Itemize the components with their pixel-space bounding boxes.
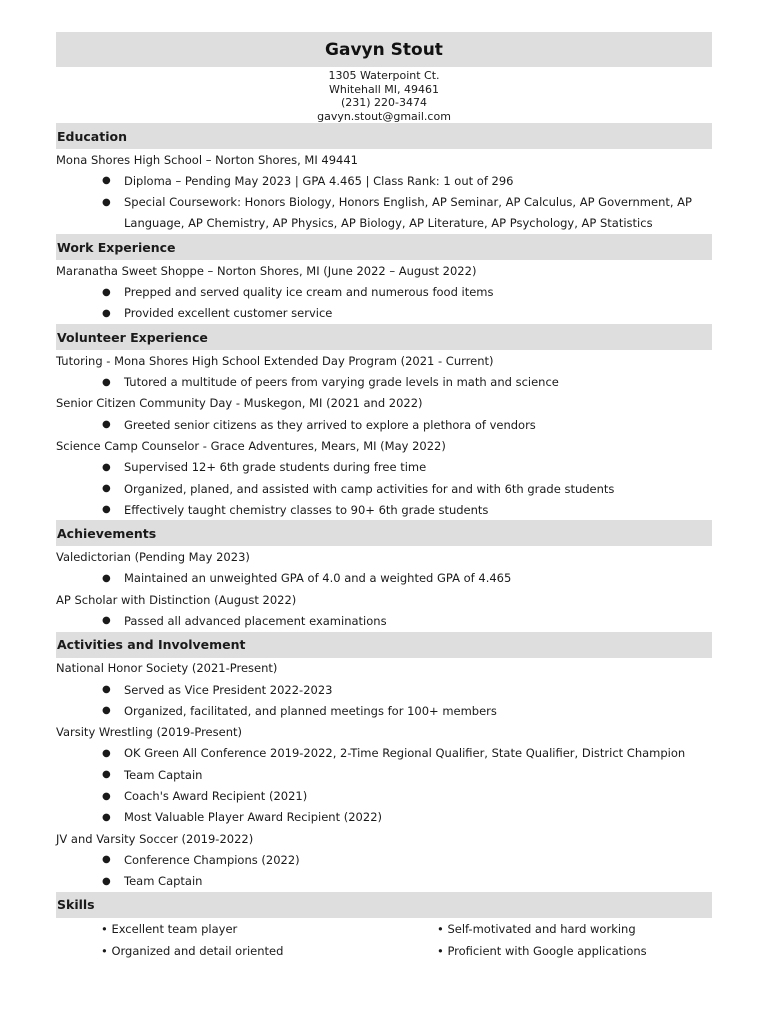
list-item: ● Prepped and served quality ice cream and numerous food items <box>102 285 494 300</box>
bullet-icon: ● <box>102 684 111 696</box>
entry-title: Varsity Wrestling (2019-Present) <box>56 725 242 740</box>
skill-item: • Excellent team player <box>101 921 238 936</box>
section-heading-work: Work Experience <box>56 234 712 260</box>
bullet-icon: ● <box>102 854 111 866</box>
bullet-icon: ● <box>102 376 111 388</box>
bullet-icon: ● <box>102 461 111 473</box>
bullet-icon: ● <box>102 483 111 494</box>
bullet-icon: ● <box>102 286 111 298</box>
list-item: ● Provided excellent customer service <box>102 306 333 321</box>
section-heading-education: Education <box>56 123 712 149</box>
school-line: Mona Shores High School – Norton Shores, MI 49441 <box>56 152 358 167</box>
candidate-name: Gavyn Stout <box>325 39 443 60</box>
section-heading-volunteer: Volunteer Experience <box>56 324 712 350</box>
entry-title: AP Scholar with Distinction (August 2022) <box>56 592 297 607</box>
list-item: ● Greeted senior citizens as they arrived to explore a plethora of vendors <box>102 417 536 432</box>
list-item: ● Most Valuable Player Award Recipient (2022) <box>102 810 382 825</box>
list-item: ● Served as Vice President 2022-2023 <box>102 682 333 697</box>
address-line-1: 1305 Waterpoint Ct. <box>328 69 440 82</box>
list-item: ● Organized, planed, and assisted with camp activities for and with 6th grade students <box>102 481 615 496</box>
bullet-icon: ● <box>102 790 111 802</box>
bullet-icon: ● <box>102 175 111 187</box>
entry-title: Science Camp Counselor - Grace Adventures, Mears, MI (May 2022) <box>56 438 446 453</box>
bullet-icon: ● <box>102 504 111 516</box>
skill-item: • Self-motivated and hard working <box>437 921 636 936</box>
list-item: ● Organized, facilitated, and planned meetings for 100+ members <box>102 703 497 718</box>
list-item: ● Passed all advanced placement examinations <box>102 613 387 628</box>
address-line-2: Whitehall MI, 49461 <box>328 82 440 96</box>
list-item: ● Conference Champions (2022) <box>102 852 300 867</box>
entry-title: JV and Varsity Soccer (2019-2022) <box>56 831 254 846</box>
bullet-icon: ● <box>102 572 111 584</box>
list-item: ● OK Green All Conference 2019-2022, 2-Time Regional Qualifier, State Qualifier, District Champion <box>102 746 686 761</box>
list-item: ● Tutored a multitude of peers from varying grade levels in math and science <box>102 375 559 390</box>
skill-item: • Proficient with Google applications <box>437 943 647 958</box>
job-line: Maranatha Sweet Shoppe – Norton Shores, MI (June 2022 – August 2022) <box>56 263 477 278</box>
entry-title: Senior Citizen Community Day - Muskegon, MI (2021 and 2022) <box>56 396 423 411</box>
entry-title: Valedictorian (Pending May 2023) <box>56 550 250 565</box>
resume-page <box>56 32 712 962</box>
bullet-icon: ● <box>102 875 111 887</box>
phone-number: (231) 220-3474 <box>340 96 428 109</box>
bullet-icon: ● <box>102 705 111 717</box>
bullet-icon: ● <box>102 196 111 208</box>
list-item: ● Team Captain <box>102 767 203 782</box>
bullet-icon: ● <box>102 615 111 627</box>
bullet-icon: ● <box>102 419 111 431</box>
list-item: ● Special Coursework: Honors Biology, Honors English, AP Seminar, AP Calculus, AP Government, AP Language, AP Chemistry, AP Physics, AP Biology, AP Literature, AP Psychology, AP Statistics <box>56 192 712 235</box>
email-address: gavyn.stout@gmail.com <box>317 109 451 123</box>
list-item: ● Maintained an unweighted GPA of 4.0 and a weighted GPA of 4.465 <box>102 571 512 586</box>
list-item: ● Effectively taught chemistry classes to 90+ 6th grade students <box>102 502 489 517</box>
section-heading-skills: Skills <box>56 892 712 918</box>
list-item: ● Supervised 12+ 6th grade students during free time <box>102 460 427 475</box>
section-heading-activities: Activities and Involvement <box>56 632 712 658</box>
entry-title: Tutoring - Mona Shores High School Extended Day Program (2021 - Current) <box>56 353 494 368</box>
list-item: ● Team Captain <box>102 874 203 889</box>
list-item: ● Diploma – Pending May 2023 | GPA 4.465 | Class Rank: 1 out of 296 <box>102 173 514 188</box>
list-item: ● Coach's Award Recipient (2021) <box>102 789 308 804</box>
bullet-icon: ● <box>102 769 111 781</box>
bullet-icon: ● <box>102 747 111 759</box>
skills-grid <box>101 918 712 962</box>
skill-item: • Organized and detail oriented <box>101 943 284 958</box>
entry-title: National Honor Society (2021-Present) <box>56 661 278 676</box>
bullet-icon: ● <box>102 307 111 319</box>
name-header-bar <box>56 32 712 67</box>
section-heading-achievements: Achievements <box>56 520 712 546</box>
bullet-icon: ● <box>102 811 111 823</box>
contact-block <box>56 69 712 123</box>
